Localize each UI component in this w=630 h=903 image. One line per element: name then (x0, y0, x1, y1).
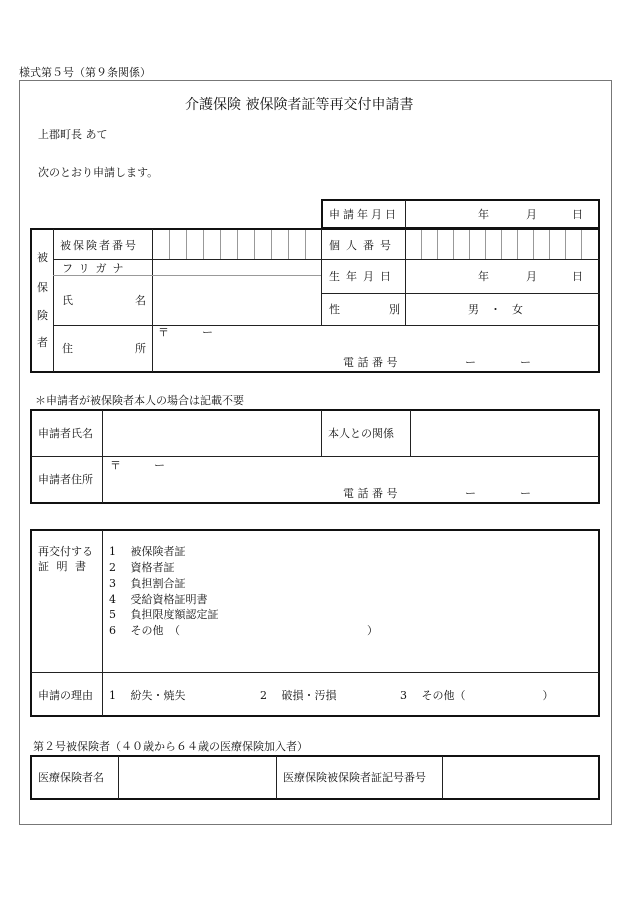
insured-number-label-text: 被保険者番号 (60, 238, 138, 252)
insured-side-char-2: 保 (37, 281, 48, 294)
form-number: 様式第５号（第９条関係） (19, 66, 151, 79)
relation-field[interactable] (411, 411, 598, 456)
reissue-label-line1: 再交付する (38, 545, 93, 558)
birth-month-label: 月 (526, 270, 537, 283)
application-date-label-text: 申請年月日 (329, 207, 399, 221)
insured-number-label (60, 233, 148, 257)
furigana-label: フリガナ (62, 262, 130, 275)
intro-text: 次のとおり申請します。 (38, 166, 159, 179)
application-day-label: 日 (572, 208, 583, 221)
insured-phone-label: 電 話 番 号 (343, 356, 398, 369)
reissue-item[interactable]: 1 被保険者証 (109, 545, 186, 558)
reissue-item[interactable]: 2 資格者証 (109, 561, 175, 574)
reissue-item[interactable]: 4 受給資格証明書 (109, 593, 208, 606)
application-year-label: 年 (478, 208, 489, 221)
insured-address-field[interactable] (153, 326, 598, 371)
applicant-name-label: 申請者氏名 (38, 427, 93, 440)
sex-options[interactable]: 男 ・ 女 (468, 303, 523, 316)
applicant-address-field[interactable] (103, 457, 598, 502)
name-label-char-2: 名 (135, 294, 146, 307)
insured-side-char-4: 者 (37, 336, 48, 349)
address-label-char-2: 所 (135, 342, 146, 355)
insured-postal-mark: 〒 ー (158, 326, 213, 339)
addressee: 上郡町長 あて (38, 128, 108, 141)
personal-number-label-text: 個人番号 (329, 238, 397, 252)
reissue-label-line2: 証 明 書 (38, 560, 88, 573)
birth-day-label: 日 (572, 270, 583, 283)
reissue-item[interactable]: 3 負担割合証 (109, 577, 186, 590)
application-month-label: 月 (526, 208, 537, 221)
insured-side-char-1: 被 (37, 251, 48, 264)
card-number-label: 医療保険被保険者証記号番号 (283, 771, 426, 784)
address-label-char-1: 住 (62, 342, 73, 355)
applicant-phone-dashes: ー ー (465, 487, 531, 500)
form-title: 介護保険 被保険者証等再交付申請書 (185, 97, 414, 113)
second-type-heading: 第２号被保険者（４０歳から６４歳の医療保険加入者） (33, 740, 308, 753)
card-number-field[interactable] (443, 757, 598, 798)
applicant-phone-label: 電 話 番 号 (343, 487, 398, 500)
reissue-item[interactable]: 6 その他 （ ） (109, 624, 378, 637)
furigana-field[interactable] (153, 260, 321, 275)
reissue-item[interactable]: 5 負担限度額認定証 (109, 608, 219, 621)
applicant-postal-mark: 〒 ー (110, 459, 165, 472)
birth-year-label: 年 (478, 270, 489, 283)
application-date-field[interactable] (406, 201, 598, 227)
sex-label-char-2: 別 (389, 303, 400, 316)
sex-label-char-1: 性 (329, 303, 340, 316)
relation-label: 本人との関係 (328, 427, 394, 440)
birthdate-label-text: 生年月日 (329, 269, 397, 283)
name-field[interactable] (153, 276, 321, 325)
medical-insurer-label: 医療保険者名 (38, 771, 104, 784)
name-label-char-1: 氏 (62, 294, 73, 307)
birthdate-field[interactable] (406, 260, 598, 293)
personal-number-label (329, 233, 401, 257)
reason-option[interactable]: 3 その他（ ） (400, 689, 554, 702)
applicant-address-label: 申請者住所 (38, 473, 93, 486)
applicant-name-field[interactable] (103, 411, 321, 456)
personal-number-field[interactable] (406, 230, 598, 259)
reason-option[interactable]: 2 破損・汚損 (260, 689, 337, 702)
reason-option[interactable]: 1 紛失・焼失 (109, 689, 186, 702)
insured-side-char-3: 険 (37, 309, 48, 322)
medical-insurer-field[interactable] (119, 757, 276, 798)
application-date-label (329, 200, 400, 228)
reason-label: 申請の理由 (38, 689, 93, 702)
applicant-note: ＊申請者が被保険者本人の場合は記載不要 (35, 394, 244, 407)
birthdate-label (329, 262, 401, 290)
insured-phone-dashes: ー ー (465, 356, 531, 369)
